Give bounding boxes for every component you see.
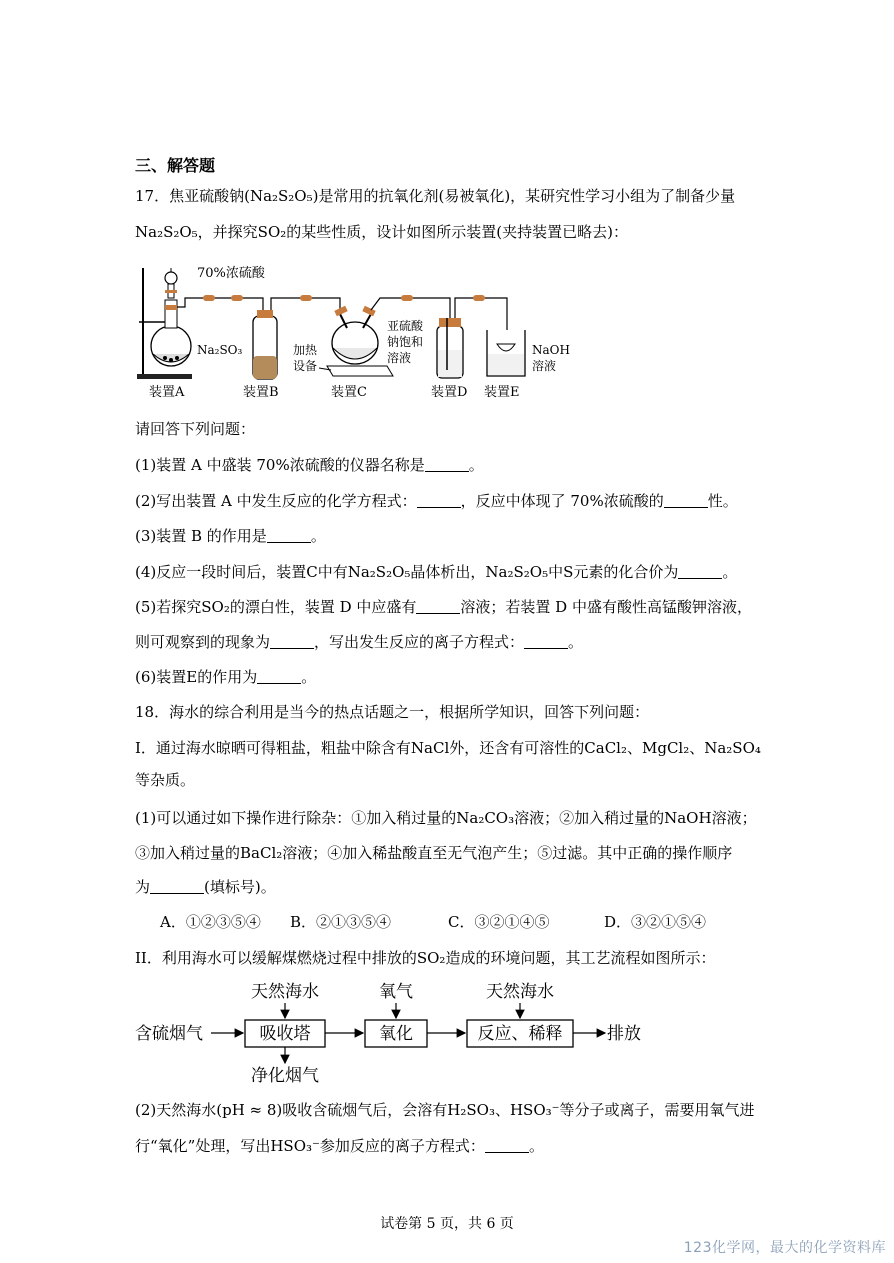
q17-stem-line1: 17．焦亚硫酸钠(Na₂S₂O₅)是常用的抗氧化剂(易被氧化)，某研究性学习小组为了制备少量 [135,187,736,205]
watermark: 123化学网，最大的化学资料库 [683,1240,886,1256]
q18-part2-line2 [135,1136,544,1156]
label-device-a: 装置A [149,385,185,400]
process-flow-diagram [135,977,655,1087]
page-footer: 试卷第 5 页，共 6 页 [380,1216,514,1232]
q18-section-i-line1: I．通过海水晾晒可得粗盐，粗盐中除含有NaCl外，还含有可溶性的CaCl₂、MgCl₂、Na₂SO₄ [135,739,761,757]
q17-part5-line2-mid: ，写出发生反应的离子方程式： [314,633,525,651]
q17-part6-pre: (6)装置E的作用为 [135,668,258,686]
q17-stem-line2: Na₂S₂O₅，并探究SO₂的某些性质，设计如图所示装置(夹持装置已略去)： [135,223,628,241]
q17-part5-mid: 溶液；若装置 D 中盛有酸性高锰酸钾溶液， [460,598,752,616]
answer-blank[interactable] [485,1138,529,1153]
answer-blank[interactable] [524,634,568,649]
label-naoh-1: NaOH [532,343,570,357]
label-device-c: 装置C [331,385,367,400]
q18-part1-line3 [135,877,276,897]
q17-part5-line2-post: 。 [568,633,584,651]
q17-part3 [135,526,326,546]
flow-output: 排放 [607,1024,641,1044]
option-b[interactable]: B．②①③⑤④ [290,913,392,931]
flow-top2: 氧气 [379,982,413,1002]
answer-blank[interactable] [270,634,314,649]
label-solution-3: 溶液 [387,351,412,365]
flow-input: 含硫烟气 [135,1024,203,1044]
q17-part2-pre: (2)写出装置 A 中发生反应的化学方程式： [135,492,417,510]
flow-box1-label: 吸收塔 [259,1024,311,1044]
option-c[interactable]: C．③②①④⑤ [448,913,550,931]
label-solution-2: 钠饱和 [387,335,424,349]
section-title: 三、解答题 [135,156,216,175]
q18-part1-line3-post: (填标号)。 [204,878,276,896]
q17-part3-pre: (3)装置 B 的作用是 [135,527,267,545]
q18-section-ii-line1: II．利用海水可以缓解煤燃烧过程中排放的SO₂造成的环境问题，其工艺流程如图所示： [135,949,716,967]
answer-blank[interactable] [417,493,461,508]
option-a[interactable]: A．①②③⑤④ [160,913,261,931]
answer-blank[interactable] [257,669,301,684]
answer-blank[interactable] [425,457,469,472]
flow-box2-label: 氧化 [379,1024,413,1044]
q18-part1-line1: (1)可以通过如下操作进行除杂：①加入稍过量的Na₂CO₃溶液；②加入稍过量的NaOH溶液； [135,809,757,827]
flow-bottom1: 净化烟气 [251,1066,319,1086]
q18-part2-line1: (2)天然海水(pH ≈ 8)吸收含硫烟气后，会溶有H₂SO₃、HSO₃⁻等分子或离子，需要用氧气进 [135,1101,755,1119]
q17-part1 [135,455,484,475]
q17-part2-mid: ，反应中体现了 70%浓硫酸的 [460,492,664,510]
q18-part1-line3-pre: 为 [135,878,151,896]
label-naoh-2: 溶液 [532,359,557,373]
q17-part6 [135,667,316,687]
q17-part5-line2 [135,632,583,652]
label-device-e: 装置E [484,385,520,400]
label-heating-2: 设备 [293,359,318,373]
q17-part2 [135,491,738,511]
apparatus-figure [135,258,575,403]
flow-top1: 天然海水 [251,982,319,1002]
q17-part3-post: 。 [310,527,326,545]
flow-box3-label: 反应、稀释 [477,1024,563,1044]
flow-top3: 天然海水 [486,982,554,1002]
q18-section-i-line2: 等杂质。 [135,771,196,789]
label-device-d: 装置D [431,385,468,400]
q17-part5-line2-pre: 则可观察到的现象为 [135,633,271,651]
q18-part2-line2-post: 。 [528,1137,544,1155]
label-device-b: 装置B [243,385,279,400]
q17-part6-post: 。 [301,668,317,686]
q17-part4 [135,562,737,582]
label-solution-1: 亚硫酸 [387,319,424,333]
label-heating-1: 加热 [293,343,318,357]
label-70-acid: 70%浓硫酸 [197,266,265,281]
q17-part1-pre: (1)装置 A 中盛装 70%浓硫酸的仪器名称是 [135,456,425,474]
q17-prompt: 请回答下列问题： [135,420,256,438]
q17-part4-post: 。 [722,563,738,581]
option-d[interactable]: D．③②①⑤④ [604,913,707,931]
answer-blank[interactable] [267,528,311,543]
q17-part4-pre: (4)反应一段时间后，装置C中有Na₂S₂O₅晶体析出，Na₂S₂O₅中S元素的化合价为 [135,563,679,581]
label-na2so3: Na₂SO₃ [197,343,243,357]
answer-blank[interactable] [416,599,460,614]
q18-stem: 18．海水的综合利用是当今的热点话题之一，根据所学知识，回答下列问题： [135,703,650,721]
answer-blank[interactable] [678,564,722,579]
q17-part5-line1 [135,597,752,617]
answer-blank[interactable] [664,493,708,508]
q17-part2-post: 性。 [707,492,738,510]
answer-blank[interactable] [150,879,204,894]
q18-part1-line2: ③加入稍过量的BaCl₂溶液；④加入稀盐酸直至无气泡产生；⑤过滤。其中正确的操作顺序 [135,844,733,862]
q17-part1-post: 。 [468,456,484,474]
q17-part5-pre: (5)若探究SO₂的漂白性，装置 D 中应盛有 [135,598,417,616]
q18-part2-line2-pre: 行“氧化”处理，写出HSO₃⁻参加反应的离子方程式： [135,1137,485,1155]
